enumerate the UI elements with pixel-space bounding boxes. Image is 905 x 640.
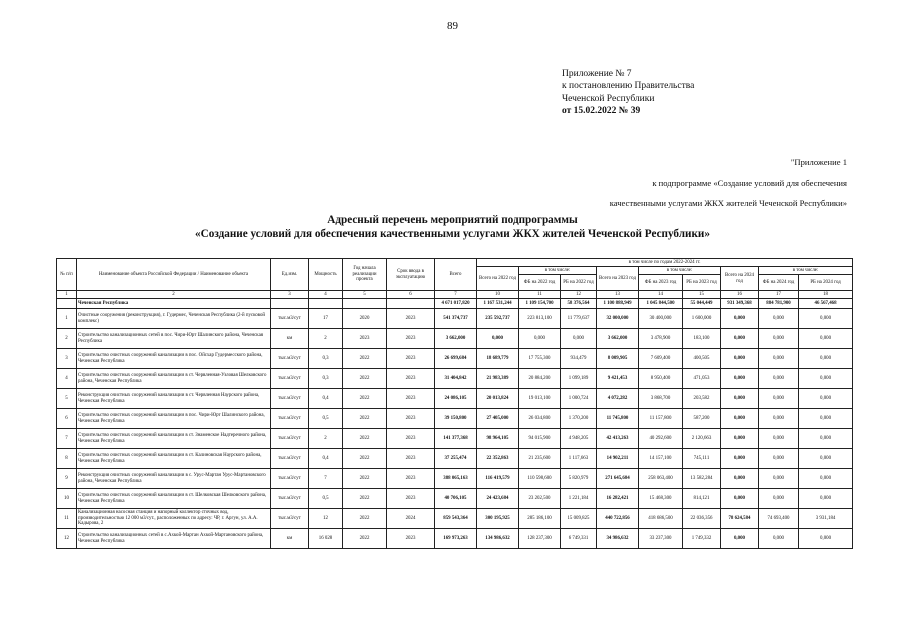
cell-capacity: 0,5	[309, 489, 343, 509]
cell-fb2022: 17 755,300	[519, 349, 561, 369]
cell-t2023: 8 009,905	[597, 349, 639, 369]
cell-fb2023: 30 400,000	[639, 309, 683, 329]
cell-capacity: 0,4	[309, 389, 343, 409]
total-fb-2022: 1 109 154,700	[519, 299, 561, 309]
cell-input: 2023	[387, 349, 435, 369]
cell-t2024: 0,000	[721, 389, 759, 409]
cell-total: 26 699,684	[435, 349, 477, 369]
cell-total: 37 255,474	[435, 449, 477, 469]
address-list-table	[56, 258, 853, 549]
header-incl-2024: в том числе:	[759, 267, 853, 275]
cell-rb2022: 0,000	[561, 329, 597, 349]
cell-unit: тыс.м3/сут	[271, 349, 309, 369]
header-fb-2022: ФБ на 2022 год	[519, 275, 561, 291]
cell-start: 2022	[343, 409, 387, 429]
cell-rb2023: 1 600,000	[683, 309, 721, 329]
cell-t2022: 24 423,684	[477, 489, 519, 509]
cell-t2024: 0,000	[721, 309, 759, 329]
cell-start: 2022	[343, 449, 387, 469]
cell-t2024: 78 624,584	[721, 509, 759, 529]
cell-start: 2022	[343, 489, 387, 509]
cell-start: 2022	[343, 469, 387, 489]
cell-rb2024: 0,000	[799, 349, 853, 369]
cell-rb2024: 0,000	[799, 529, 853, 549]
total-sum: 4 671 017,820	[435, 299, 477, 309]
cell-input: 2023	[387, 309, 435, 329]
column-number: 2	[77, 291, 271, 299]
cell-fb2023: 33 237,300	[639, 529, 683, 549]
table-row	[57, 349, 853, 369]
cell-unit: км	[271, 329, 309, 349]
total-capacity	[309, 299, 343, 309]
column-number: 13	[597, 291, 639, 299]
cell-t2022: 300 195,925	[477, 509, 519, 529]
total-num	[57, 299, 77, 309]
cell-num: 6	[57, 409, 77, 429]
cell-num: 9	[57, 469, 77, 489]
cell-input: 2023	[387, 449, 435, 469]
cell-unit: тыс.м3/сут	[271, 369, 309, 389]
cell-total: 40 706,105	[435, 489, 477, 509]
cell-fb2024: 0,000	[759, 369, 799, 389]
cell-t2023: 4 072,282	[597, 389, 639, 409]
cell-fb2024: 0,000	[759, 489, 799, 509]
cell-rb2023: 1 749,332	[683, 529, 721, 549]
cell-capacity: 2	[309, 329, 343, 349]
cell-rb2022: 5 820,979	[561, 469, 597, 489]
cell-fb2023: 3 478,900	[639, 329, 683, 349]
cell-t2024: 0,000	[721, 409, 759, 429]
cell-t2022: 21 983,389	[477, 369, 519, 389]
cell-t2022: 18 689,779	[477, 349, 519, 369]
cell-rb2022: 4 948,205	[561, 429, 597, 449]
cell-unit: тыс.м3/сут	[271, 429, 309, 449]
cell-rb2024: 0,000	[799, 429, 853, 449]
column-number: 10	[477, 291, 519, 299]
cell-num: 7	[57, 429, 77, 449]
header-name: Наименование объекта Российской Федерации / Наименование объекта	[77, 259, 271, 291]
cell-start: 2023	[343, 329, 387, 349]
cell-start: 2022	[343, 349, 387, 369]
cell-t2024: 0,000	[721, 349, 759, 369]
cell-t2024: 0,000	[721, 489, 759, 509]
cell-fb2024: 0,000	[759, 429, 799, 449]
column-number: 14	[639, 291, 683, 299]
header-fb-2023: ФБ на 2023 год	[639, 275, 683, 291]
cell-t2024: 0,000	[721, 529, 759, 549]
cell-fb2023: 14 157,100	[639, 449, 683, 469]
cell-fb2022: 21 235,600	[519, 449, 561, 469]
header-input-term: Срок ввода в эксплуатацию	[387, 259, 435, 291]
cell-rb2023: 22 036,356	[683, 509, 721, 529]
cell-rb2024: 3 931,184	[799, 509, 853, 529]
table-row	[57, 429, 853, 449]
cell-rb2023: 183,100	[683, 329, 721, 349]
cell-input: 2023	[387, 469, 435, 489]
cell-unit: тыс.м3/сут	[271, 389, 309, 409]
cell-num: 10	[57, 489, 77, 509]
appendix-block	[562, 68, 694, 117]
total-2023: 1 100 888,949	[597, 299, 639, 309]
cell-start: 2020	[343, 309, 387, 329]
cell-fb2023: 40 292,600	[639, 429, 683, 449]
header-incl-2023: в том числе:	[639, 267, 721, 275]
cell-t2022: 27 405,000	[477, 409, 519, 429]
table-row	[57, 489, 853, 509]
table-row	[57, 389, 853, 409]
header-unit: Ед.изм.	[271, 259, 309, 291]
table-row	[57, 409, 853, 429]
cell-fb2023: 11 157,800	[639, 409, 683, 429]
cell-fb2024: 0,000	[759, 309, 799, 329]
column-number: 17	[759, 291, 799, 299]
cell-total: 3 662,000	[435, 329, 477, 349]
cell-num: 2	[57, 329, 77, 349]
cell-t2023: 16 282,421	[597, 489, 639, 509]
cell-t2023: 14 902,211	[597, 449, 639, 469]
cell-t2022: 235 592,737	[477, 309, 519, 329]
cell-name: Канализационная насосная станция и напорный коллектор сточных вод, производительностью 12 000 м3/сут., расположенных по адресу: ЧР, г. Аргун, ул. А.А. Кадырова, 2	[77, 509, 271, 529]
cell-input: 2023	[387, 329, 435, 349]
header-total-2024: Всего на 2024 год	[721, 267, 759, 291]
cell-total: 39 150,800	[435, 409, 477, 429]
table-row	[57, 329, 853, 349]
cell-capacity: 17	[309, 309, 343, 329]
cell-input: 2023	[387, 409, 435, 429]
cell-name: Очистные сооружения (реконструкция), г. Гудермес, Чеченская Республика (2-й пусковой комплекс)	[77, 309, 271, 329]
cell-rb2024: 0,000	[799, 329, 853, 349]
cell-t2024: 0,000	[721, 329, 759, 349]
cell-t2022: 116 419,579	[477, 469, 519, 489]
cell-rb2022: 1 221,184	[561, 489, 597, 509]
cell-fb2022: 110 598,600	[519, 469, 561, 489]
cell-num: 11	[57, 509, 77, 529]
cell-fb2022: 223 813,100	[519, 309, 561, 329]
cell-input: 2023	[387, 529, 435, 549]
cell-unit: тыс.м3/сут	[271, 469, 309, 489]
sub-appendix-line: к подпрограмме «Создание условий для обеспечения	[652, 177, 847, 188]
table-row	[57, 469, 853, 489]
cell-t2022: 22 352,863	[477, 449, 519, 469]
total-rb-2022: 58 376,564	[561, 299, 597, 309]
cell-t2022: 20 013,824	[477, 389, 519, 409]
cell-rb2023: 471,053	[683, 369, 721, 389]
cell-input: 2024	[387, 509, 435, 529]
cell-rb2022: 1 117,663	[561, 449, 597, 469]
cell-t2024: 0,000	[721, 369, 759, 389]
cell-fb2024: 0,000	[759, 529, 799, 549]
cell-rb2024: 0,000	[799, 409, 853, 429]
cell-unit: тыс.м3/сут	[271, 309, 309, 329]
cell-fb2024: 0,000	[759, 449, 799, 469]
cell-rb2023: 2 120,663	[683, 429, 721, 449]
cell-total: 24 086,105	[435, 389, 477, 409]
cell-input: 2023	[387, 429, 435, 449]
cell-num: 4	[57, 369, 77, 389]
cell-fb2024: 0,000	[759, 389, 799, 409]
cell-name: Строительство очистных сооружений канализации в ст. Знаменское Надтеречного района, Чеченская Республика	[77, 429, 271, 449]
cell-t2023: 3 662,000	[597, 329, 639, 349]
cell-fb2022: 23 202,500	[519, 489, 561, 509]
cell-fb2022: 19 013,100	[519, 389, 561, 409]
header-rb-2024: РБ на 2024 год	[799, 275, 853, 291]
cell-total: 541 374,737	[435, 309, 477, 329]
cell-fb2022: 94 015,900	[519, 429, 561, 449]
cell-rb2022: 6 749,331	[561, 529, 597, 549]
appendix-line: Приложение № 7	[562, 69, 632, 79]
cell-rb2022: 11 779,637	[561, 309, 597, 329]
cell-t2024: 0,000	[721, 469, 759, 489]
header-fb-2024: ФБ на 2024 год	[759, 275, 799, 291]
appendix-line: к постановлению Правительства	[562, 81, 695, 92]
cell-unit: тыс.м3/сут	[271, 409, 309, 429]
column-number: 6	[387, 291, 435, 299]
cell-total: 388 065,163	[435, 469, 477, 489]
cell-fb2024: 0,000	[759, 329, 799, 349]
total-start	[343, 299, 387, 309]
cell-fb2022: 20 884,200	[519, 369, 561, 389]
header-num: № п/п	[57, 259, 77, 291]
cell-rb2022: 1 099,189	[561, 369, 597, 389]
total-rb-2024: 46 567,468	[799, 299, 853, 309]
column-number: 3	[271, 291, 309, 299]
cell-t2023: 42 413,263	[597, 429, 639, 449]
table-row	[57, 369, 853, 389]
cell-fb2024: 0,000	[759, 349, 799, 369]
cell-start: 2022	[343, 369, 387, 389]
header-period: в том числе по годам 2022-2024 гг.	[477, 259, 853, 267]
title-line: Адресный перечень мероприятий подпрограммы	[327, 214, 578, 226]
cell-t2023: 11 745,800	[597, 409, 639, 429]
cell-capacity: 0,4	[309, 449, 343, 469]
cell-fb2023: 8 950,400	[639, 369, 683, 389]
cell-start: 2022	[343, 389, 387, 409]
cell-unit: тыс.м3/сут	[271, 489, 309, 509]
column-number-row	[57, 291, 853, 299]
column-number: 18	[799, 291, 853, 299]
cell-capacity: 12	[309, 509, 343, 529]
cell-fb2022: 26 034,800	[519, 409, 561, 429]
cell-total: 859 543,364	[435, 509, 477, 529]
header-rb-2023: РБ на 2023 год	[683, 275, 721, 291]
header-start-year: Год начала реализации проекта	[343, 259, 387, 291]
cell-rb2022: 1 370,200	[561, 409, 597, 429]
cell-fb2022: 128 237,300	[519, 529, 561, 549]
cell-name: Реконструкция очистных сооружений канализации в с. Урус-Мартан Урус-Мартановского района, Чеченская Республика	[77, 469, 271, 489]
cell-name: Строительство канализационных сетей в пос. Чири-Юрт Шалинского района, Чеченская Республика	[77, 329, 271, 349]
total-unit	[271, 299, 309, 309]
page-number: 89	[447, 20, 458, 32]
cell-t2022: 98 964,105	[477, 429, 519, 449]
column-number: 15	[683, 291, 721, 299]
cell-rb2022: 15 009,825	[561, 509, 597, 529]
cell-name: Реконструкция очистных сооружений канализации в ст. Червленная Наурского района, Чеченская Республика	[77, 389, 271, 409]
header-total-2023: Всего на 2023 год	[597, 267, 639, 291]
cell-t2023: 9 421,453	[597, 369, 639, 389]
cell-capacity: 0,5	[309, 409, 343, 429]
cell-num: 3	[57, 349, 77, 369]
cell-total: 169 973,263	[435, 529, 477, 549]
cell-fb2024: 74 693,400	[759, 509, 799, 529]
column-number: 5	[343, 291, 387, 299]
cell-rb2024: 0,000	[799, 469, 853, 489]
cell-rb2023: 13 582,284	[683, 469, 721, 489]
cell-t2023: 34 986,632	[597, 529, 639, 549]
header-total-2022: Всего на 2022 год	[477, 267, 519, 291]
cell-capacity: 0,3	[309, 369, 343, 389]
column-number: 4	[309, 291, 343, 299]
cell-name: Строительство очистных сооружений канализации в пос. Чири-Юрт Шалинского района, Чеченская Республика	[77, 409, 271, 429]
cell-start: 2022	[343, 429, 387, 449]
sub-appendix-block	[610, 152, 847, 214]
table-row	[57, 309, 853, 329]
cell-fb2023: 15 468,300	[639, 489, 683, 509]
header-rb-2022: РБ на 2022 год	[561, 275, 597, 291]
column-number: 12	[561, 291, 597, 299]
appendix-line: Чеченской Республики	[562, 93, 655, 104]
cell-total: 31 404,842	[435, 369, 477, 389]
cell-fb2022: 0,000	[519, 329, 561, 349]
cell-capacity: 2	[309, 429, 343, 449]
total-input	[387, 299, 435, 309]
total-name: Чеченская Республика	[77, 299, 271, 309]
cell-fb2023: 258 063,400	[639, 469, 683, 489]
total-row	[57, 299, 853, 309]
column-number: 11	[519, 291, 561, 299]
cell-rb2023: 400,505	[683, 349, 721, 369]
cell-input: 2023	[387, 369, 435, 389]
total-rb-2023: 55 044,449	[683, 299, 721, 309]
header-total: Всего	[435, 259, 477, 291]
cell-t2023: 32 000,000	[597, 309, 639, 329]
cell-unit: км	[271, 529, 309, 549]
cell-num: 12	[57, 529, 77, 549]
header-incl-2022: в том числе:	[519, 267, 597, 275]
cell-num: 8	[57, 449, 77, 469]
column-number: 1	[57, 291, 77, 299]
table-row	[57, 449, 853, 469]
cell-rb2024: 0,000	[799, 389, 853, 409]
cell-rb2023: 203,582	[683, 389, 721, 409]
column-number: 16	[721, 291, 759, 299]
cell-fb2023: 418 686,500	[639, 509, 683, 529]
cell-rb2024: 0,000	[799, 369, 853, 389]
cell-t2022: 134 986,632	[477, 529, 519, 549]
cell-rb2024: 0,000	[799, 449, 853, 469]
total-2022: 1 167 531,244	[477, 299, 519, 309]
cell-name: Строительство канализационных сетей в с.Ахкой-Мартан Ахкой-Мартановского района, Чеченская Республика	[77, 529, 271, 549]
cell-capacity: 0,3	[309, 349, 343, 369]
cell-input: 2023	[387, 389, 435, 409]
cell-fb2023: 7 609,400	[639, 349, 683, 369]
sub-appendix-line: качественными услугами ЖКХ жителей Чеченской Республики»	[609, 198, 847, 208]
document-title	[0, 213, 905, 241]
header-capacity: Мощность	[309, 259, 343, 291]
column-number: 7	[435, 291, 477, 299]
cell-rb2024: 0,000	[799, 489, 853, 509]
cell-t2024: 0,000	[721, 429, 759, 449]
cell-capacity: 7	[309, 469, 343, 489]
cell-t2024: 0,000	[721, 449, 759, 469]
cell-rb2023: 745,111	[683, 449, 721, 469]
total-2024: 931 349,368	[721, 299, 759, 309]
cell-input: 2023	[387, 489, 435, 509]
cell-rb2022: 1 000,724	[561, 389, 597, 409]
cell-name: Строительство очистных сооружений канализации в ст. Шелковская Шелковского района, Чеченская Республика	[77, 489, 271, 509]
cell-name: Строительство очистных сооружений канализации в ст. Калиновская Наурского района, Чеченская Республика	[77, 449, 271, 469]
cell-start: 2022	[343, 509, 387, 529]
cell-start: 2022	[343, 529, 387, 549]
appendix-date: от 15.02.2022 № 39	[562, 105, 641, 116]
cell-rb2023: 814,121	[683, 489, 721, 509]
cell-rb2023: 587,200	[683, 409, 721, 429]
cell-capacity: 16 028	[309, 529, 343, 549]
cell-t2023: 271 645,684	[597, 469, 639, 489]
cell-rb2024: 0,000	[799, 309, 853, 329]
cell-total: 141 377,368	[435, 429, 477, 449]
sub-appendix-line: "Приложение 1	[790, 157, 847, 167]
cell-num: 5	[57, 389, 77, 409]
cell-t2023: 440 722,856	[597, 509, 639, 529]
cell-fb2024: 0,000	[759, 469, 799, 489]
title-line: «Создание условий для обеспечения качественными услугами ЖКХ жителей Чеченской Республики»	[195, 228, 710, 240]
cell-num: 1	[57, 309, 77, 329]
cell-t2022: 0,000	[477, 329, 519, 349]
cell-fb2022: 285 186,100	[519, 509, 561, 529]
cell-rb2022: 934,479	[561, 349, 597, 369]
cell-unit: тыс.м3/сут	[271, 509, 309, 529]
total-fb-2023: 1 045 844,500	[639, 299, 683, 309]
total-fb-2024: 884 781,900	[759, 299, 799, 309]
table-row	[57, 509, 853, 529]
cell-name: Строительство очистных сооружений канализации в ст. Червленная-Узловая Шелковского района, Чеченская Республика	[77, 369, 271, 389]
cell-fb2023: 3 868,700	[639, 389, 683, 409]
table-row	[57, 529, 853, 549]
cell-unit: тыс.м3/сут	[271, 449, 309, 469]
cell-name: Строительство очистных сооружений канализации в пос. Ойсхар Гудермесского района, Чеченская Республика	[77, 349, 271, 369]
cell-fb2024: 0,000	[759, 409, 799, 429]
